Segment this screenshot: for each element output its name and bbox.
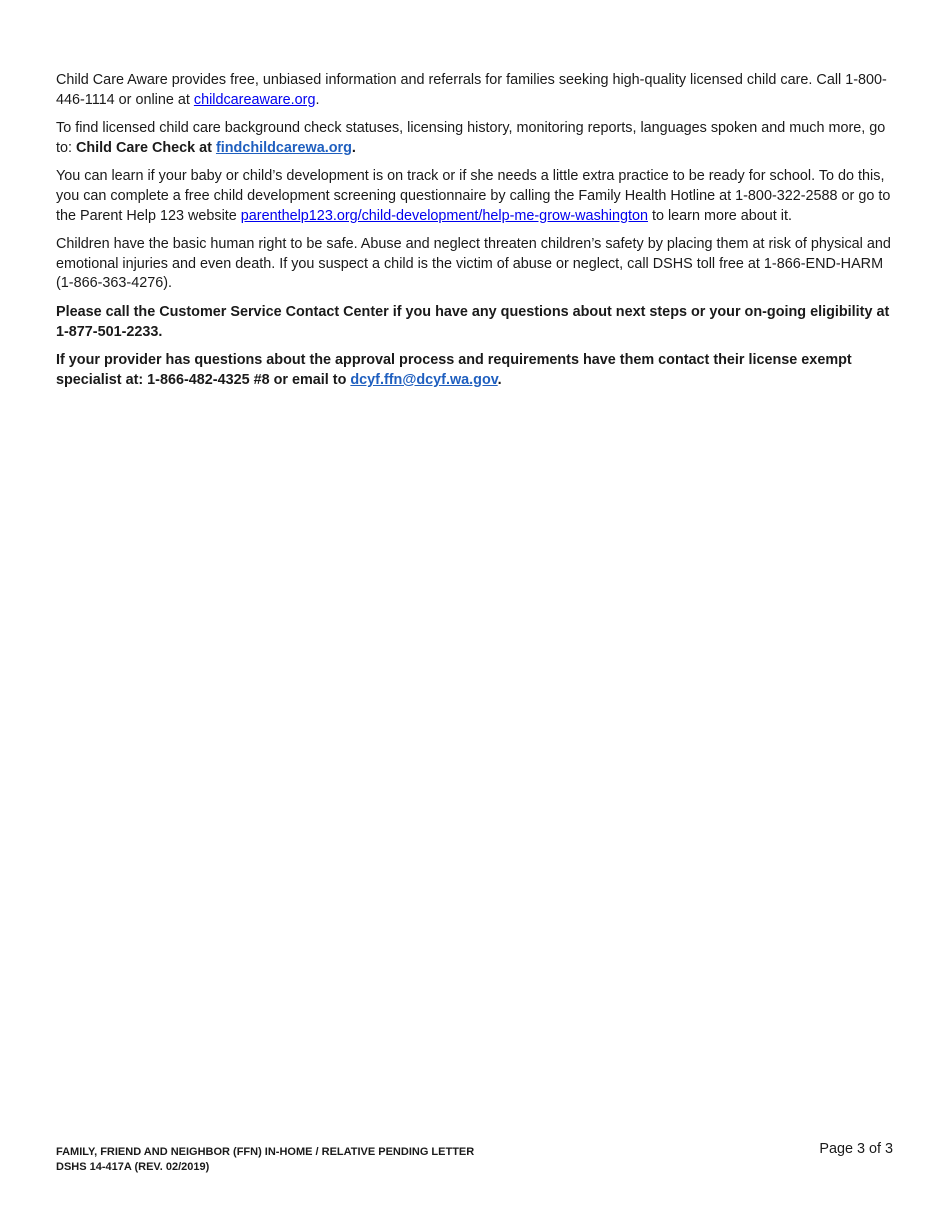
page-indicator: Page 3 of 3 [819, 1141, 893, 1157]
paragraph-text: . [315, 91, 320, 108]
paragraph-development-screening [56, 167, 896, 226]
paragraph-text: You can learn if your baby or child’s development is on track or if she needs a little extra practice to be ready for school. To do this, you can complete a free child development screening questionnaire by calling the Family Health Hotline at 1-800-322-2588 or go to the Parent Help 123 website [56, 168, 891, 224]
paragraph-text: to learn more about it. [647, 207, 792, 224]
bold-text: . [351, 139, 356, 156]
letter-body [56, 71, 896, 399]
paragraph-child-care-check [56, 119, 896, 158]
paragraph-child-care-aware [56, 71, 896, 110]
findchildcarewa-link[interactable]: findchildcarewa.org [215, 139, 352, 156]
paragraph-provider-contact [56, 351, 896, 390]
form-number: DSHS 14-417A (REV. 02/2019) [56, 1160, 210, 1173]
paragraph-text: Child Care Aware provides free, unbiased information and referrals for families seeking high-quality licensed child care. Call 1-800-446-1114 or online at [56, 72, 887, 108]
paragraph-text: If your provider has questions about the approval process and requirements have them contact their license exempt specialist at: 1-866-482-4325 #8 or email to [56, 352, 852, 388]
form-title: FAMILY, FRIEND AND NEIGHBOR (FFN) IN-HOME / RELATIVE PENDING LETTER [56, 1146, 475, 1158]
childcareaware-link[interactable]: childcareaware.org [193, 91, 316, 108]
email-link[interactable]: dcyf.ffn@dcyf.wa.gov [350, 371, 498, 388]
footer-form-info [56, 1145, 474, 1174]
parenthelp123-link[interactable]: parenthelp123.org/child-development/help-me-grow-washington [240, 207, 648, 224]
paragraph-child-safety: Children have the basic human right to be safe. Abuse and neglect threaten children’s safety by placing them at risk of physical and emotional injuries and even death. If you suspect a child is the victim of abuse or neglect, call DSHS toll free at 1-866-END-HARM (1-866-363-4276). [56, 236, 891, 292]
paragraph-customer-service: Please call the Customer Service Contact Center if you have any questions about next steps or your on-going eligibility at 1-877-501-2233. [56, 303, 890, 340]
paragraph-text: . [497, 371, 502, 388]
bold-text: Child Care Check at [76, 139, 216, 156]
paragraph-text: To find licensed child care background check statuses, licensing history, monitoring reports, languages spoken and much more, go to: [56, 120, 886, 156]
